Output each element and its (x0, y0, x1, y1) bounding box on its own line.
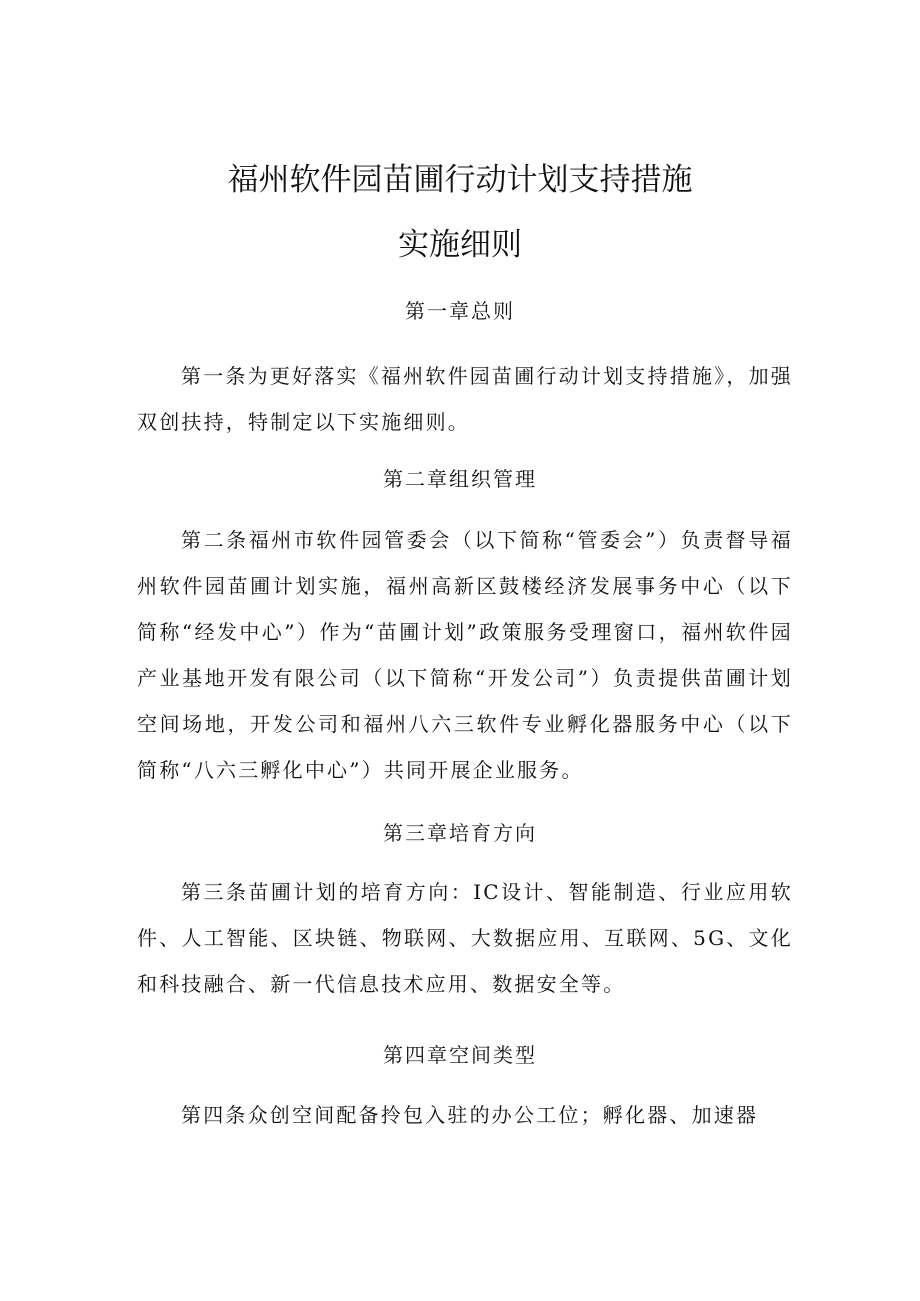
chapter-2-heading: 第二章组织管理 (383, 467, 537, 491)
article-1-paragraph: 第一条为更好落实《福州软件园苗圃行动计划支持措施》，加强双创扶持，特制定以下实施细则。 (137, 364, 793, 434)
article-3-paragraph: 第三条苗圃计划的培育方向：IC设计、智能制造、行业应用软件、人工智能、区块链、物联网、大数据应用、互联网、5G、文化和科技融合、新一代信息技术应用、数据安全等。 (137, 880, 793, 996)
chapter-3-heading: 第三章培育方向 (383, 821, 537, 845)
document-title-line-2: 实施细则 (398, 227, 522, 263)
chapter-1-heading: 第一章总则 (405, 299, 515, 323)
document-title-line-1: 福州软件园苗圃行动计划支持措施 (227, 162, 693, 198)
article-2-paragraph: 第二条福州市软件园管委会（以下简称“管委会”）负责督导福州软件园苗圃计划实施，福州高新区鼓楼经济发展事务中心（以下简称“经发中心”）作为“苗圃计划”政策服务受理窗口，福州软件园产业基地开发有限公司（以下简称“开发公司”）负责提供苗圃计划空间场地，开发公司和福州八六三软件专业孵化器服务中心（以下简称“八六三孵化中心”）共同开展企业服务。 (137, 528, 793, 782)
article-4-paragraph: 第四条众创空间配备拎包入驻的办公工位；孵化器、加速器 (181, 1103, 759, 1127)
chapter-4-heading: 第四章空间类型 (383, 1043, 537, 1067)
